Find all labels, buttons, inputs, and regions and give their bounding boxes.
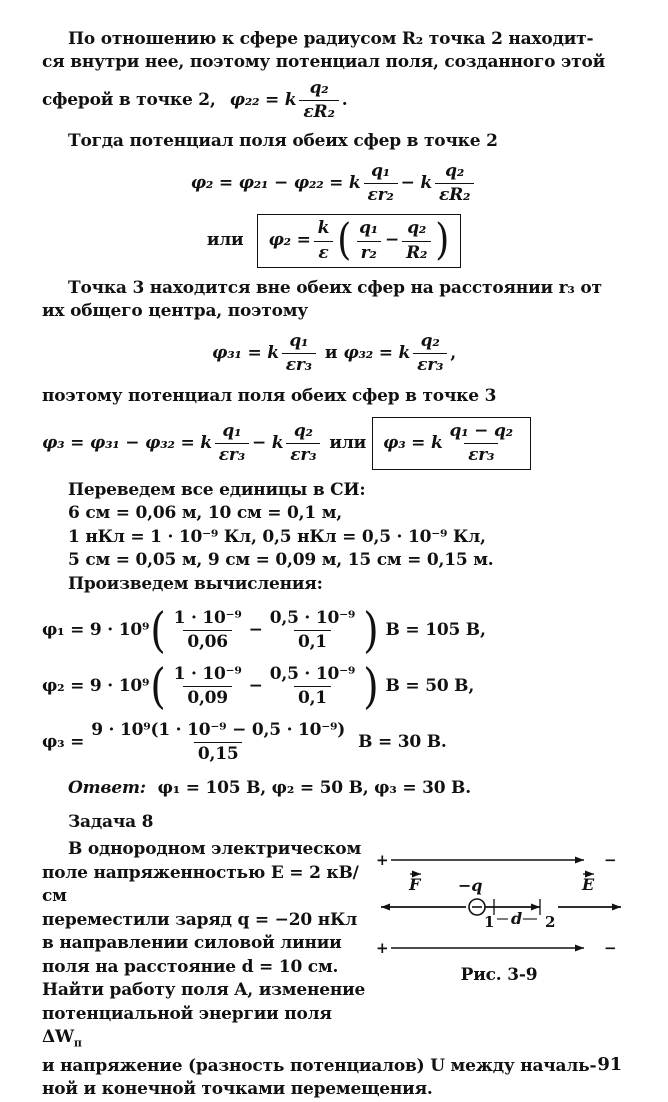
fraction — [282, 332, 316, 375]
fraction-numerator: 1 · 10⁻⁹ — [173, 664, 242, 685]
fraction-numerator: q₁ — [222, 420, 242, 441]
text: По отношению к сфере радиусом R₂ точка 2 находит- — [68, 29, 594, 49]
formula-phi22-lhs: φ₂₂ = k — [229, 89, 297, 110]
boxed-formula-phi3 — [372, 417, 531, 470]
text-line — [42, 1003, 372, 1051]
fraction-numerator: q₂ — [407, 218, 427, 239]
figure-label-plus-top: + — [376, 851, 389, 870]
fraction — [413, 332, 447, 375]
equation-result: В = 30 В. — [358, 732, 447, 753]
fraction-numerator: 9 · 10⁹(1 · 10⁻⁹ − 0,5 · 10⁻⁹) — [91, 720, 346, 741]
fraction-denominator: εR₂ — [435, 183, 474, 205]
paren-open: ( — [150, 603, 166, 659]
fraction-denominator: 0,1 — [294, 686, 331, 708]
fraction-numerator: 0,5 · 10⁻⁹ — [269, 664, 356, 685]
text: сферой в точке 2, — [42, 89, 216, 110]
fraction-denominator: ε — [314, 241, 332, 263]
equation-phi2-expanded — [42, 162, 626, 205]
fraction-numerator: q₁ — [289, 331, 309, 352]
fraction-numerator: q₁ — [371, 161, 391, 182]
text-line — [42, 979, 372, 1002]
equation-result: В = 50 В, — [385, 676, 475, 697]
equation-lhs: φ₂ = 9 · 10⁹ — [42, 676, 150, 697]
text: Тогда потенциал поля обеих сфер в точке 2 — [68, 130, 498, 151]
fraction-numerator: 0,5 · 10⁻⁹ — [269, 608, 356, 629]
text: Найти работу поля A, изменение — [42, 980, 366, 1001]
figure-label-point1: 1 — [484, 913, 495, 932]
figure-label-field: E — [582, 875, 594, 895]
text-line — [42, 51, 626, 74]
equation-operator: − — [248, 620, 263, 641]
equation-lhs: φ₃ = — [42, 732, 85, 753]
text: Произведем вычисления: — [68, 573, 323, 594]
figure-label-minus-top: − — [604, 851, 617, 870]
paren-open: ( — [337, 215, 352, 265]
equation-operator: − k — [400, 173, 432, 194]
equation-lhs: φ₃₂ = k — [343, 343, 411, 364]
task8-figure-column — [372, 838, 626, 1050]
paragraph-sphere2 — [42, 28, 626, 122]
paren-close: ) — [363, 603, 379, 659]
text-line — [42, 1055, 626, 1078]
task8-text-column — [42, 838, 372, 1050]
equation-phi31-phi32 — [42, 332, 626, 375]
fraction-numerator: q₂ — [293, 420, 313, 441]
figure-caption: Рис. 3-9 — [460, 965, 538, 986]
text: 1 нКл = 1 · 10⁻⁹ Кл, 0,5 нКл = 0,5 · 10⁻⁹ Кл, — [68, 526, 486, 547]
boxed-formula-phi2 — [257, 214, 461, 267]
figure-label-plus-bottom: + — [376, 939, 389, 958]
text-comma: , — [450, 343, 456, 364]
text: Точка 3 находится вне обеих сфер на расстоянии r₃ от — [68, 277, 602, 298]
text: поэтому потенциал поля обеих сфер в точке 3 — [42, 385, 497, 406]
text-line — [42, 502, 626, 525]
fraction-numerator: k — [317, 218, 330, 239]
text-or: или — [206, 230, 244, 251]
equation-lhs: φ₁ = 9 · 10⁹ — [42, 620, 150, 641]
fraction — [266, 665, 359, 708]
calculation-phi3 — [42, 721, 626, 764]
fraction — [215, 422, 249, 465]
text-or: или — [329, 432, 367, 453]
text: ной и конечной точками перемещения. — [42, 1079, 433, 1100]
text-line — [42, 526, 626, 549]
text: В однородном электрическом — [68, 839, 362, 860]
equation-result: В = 105 В, — [385, 620, 486, 641]
text-line — [42, 1078, 626, 1101]
fraction-denominator: εr₃ — [215, 443, 249, 465]
equation-lhs: φ₃₁ = k — [212, 343, 279, 364]
equation-operator: − k — [251, 432, 284, 453]
equation-lhs: φ₃ = k — [383, 432, 443, 453]
figure-label-minus-bottom: − — [604, 939, 617, 958]
paren-open: ( — [150, 659, 166, 715]
fraction-numerator: q₂ — [445, 161, 465, 182]
fraction-denominator: εr₃ — [282, 353, 316, 375]
text: 5 см = 0,05 м, 9 см = 0,09 м, 15 см = 0,15 м. — [68, 550, 494, 571]
fraction-denominator: εR₂ — [299, 100, 338, 122]
text: и напряжение (разность потенциалов) U между началь- — [42, 1055, 597, 1076]
equation-phi2-boxed-row — [42, 214, 626, 267]
equation-lhs: φ₂ = φ₂₁ − φ₂₂ = k — [190, 173, 361, 194]
fraction — [299, 79, 338, 122]
equation-phi3-row — [42, 417, 626, 470]
equation-operator: − — [385, 230, 400, 251]
text: переместили заряд q = −20 нКл — [42, 909, 357, 930]
paren-close: ) — [363, 659, 379, 715]
paragraph-point3 — [42, 277, 626, 324]
text: их общего центра, поэтому — [42, 301, 308, 321]
text: 6 см = 0,06 м, 10 см = 0,1 м, — [68, 503, 343, 524]
inline-formula-line — [42, 79, 626, 122]
answer-label: Ответ: — [68, 778, 146, 799]
fraction — [435, 162, 474, 205]
fraction — [355, 219, 382, 262]
fraction — [266, 609, 359, 652]
fraction-denominator: 0,1 — [294, 630, 331, 652]
text-and: и — [324, 343, 338, 364]
text: Задача 8 — [68, 811, 154, 832]
fraction — [87, 721, 349, 764]
fraction-denominator: 0,09 — [183, 686, 232, 708]
fraction-denominator: εr₃ — [286, 443, 320, 465]
fraction — [446, 422, 517, 465]
fraction — [170, 609, 246, 652]
calculation-phi2 — [42, 659, 626, 715]
page-number: 91 — [597, 1054, 622, 1076]
calculation-phi1 — [42, 603, 626, 659]
equation-lhs: φ₃ = φ₃₁ − φ₃₂ = k — [42, 432, 212, 453]
task8-title — [42, 811, 626, 834]
text-line — [42, 479, 626, 502]
answer-text: φ₁ = 105 В, φ₂ = 50 В, φ₃ = 30 В. — [157, 778, 471, 799]
paragraph-point2 — [42, 130, 626, 153]
fraction-denominator: εr₂ — [364, 183, 398, 205]
text-line — [42, 909, 372, 932]
text-period: . — [341, 89, 348, 110]
text: Переведем все единицы в СИ: — [68, 480, 366, 501]
fraction-denominator: R₂ — [402, 241, 431, 263]
fraction-denominator: εr₃ — [464, 443, 498, 465]
fraction-denominator: εr₃ — [413, 353, 447, 375]
fraction-numerator: q₂ — [420, 331, 440, 352]
fraction-denominator: 0,15 — [194, 742, 243, 764]
fraction — [286, 422, 320, 465]
text: потенциальной энергии поля ΔW — [42, 1003, 332, 1048]
task8-columns — [42, 838, 626, 1050]
figure-label-force: F — [409, 875, 421, 895]
fraction-numerator: 1 · 10⁻⁹ — [173, 608, 242, 629]
fraction — [402, 219, 431, 262]
figure-3-9-diagram — [374, 850, 624, 960]
fraction — [364, 162, 398, 205]
text-line — [42, 549, 626, 572]
paragraph-potential-point3 — [42, 385, 626, 408]
text: в направлении силовой линии — [42, 933, 342, 954]
text-line — [42, 932, 372, 955]
text-line — [42, 573, 626, 596]
equation-lhs: φ₂ = — [268, 230, 311, 251]
text-line — [42, 862, 372, 909]
text-line — [42, 956, 372, 979]
figure-label-charge: −q — [458, 876, 483, 896]
fraction — [170, 665, 246, 708]
text-line — [42, 838, 372, 861]
fraction-denominator: r₂ — [357, 241, 381, 263]
fraction — [314, 219, 334, 262]
text: поле напряженностью E = 2 кВ/см — [42, 862, 359, 907]
fraction-numerator: q₂ — [309, 77, 329, 98]
fraction-numerator: q₁ − q₂ — [449, 420, 513, 441]
figure-label-distance: d — [511, 909, 522, 929]
fraction-numerator: q₁ — [359, 218, 379, 239]
equation-operator: − — [248, 676, 263, 697]
answer-line — [42, 777, 626, 800]
fraction-denominator: 0,06 — [183, 630, 232, 652]
figure-label-point2: 2 — [545, 913, 556, 932]
subscript-p: п — [73, 1036, 82, 1050]
si-units-block — [42, 479, 626, 596]
paren-close: ) — [435, 215, 450, 265]
text-line — [42, 277, 626, 300]
text: поля на расстояние d = 10 см. — [42, 956, 339, 977]
text: ся внутри нее, поэтому потенциал поля, созданного этой — [42, 52, 606, 73]
text-line — [42, 300, 626, 323]
text-line — [42, 28, 626, 51]
